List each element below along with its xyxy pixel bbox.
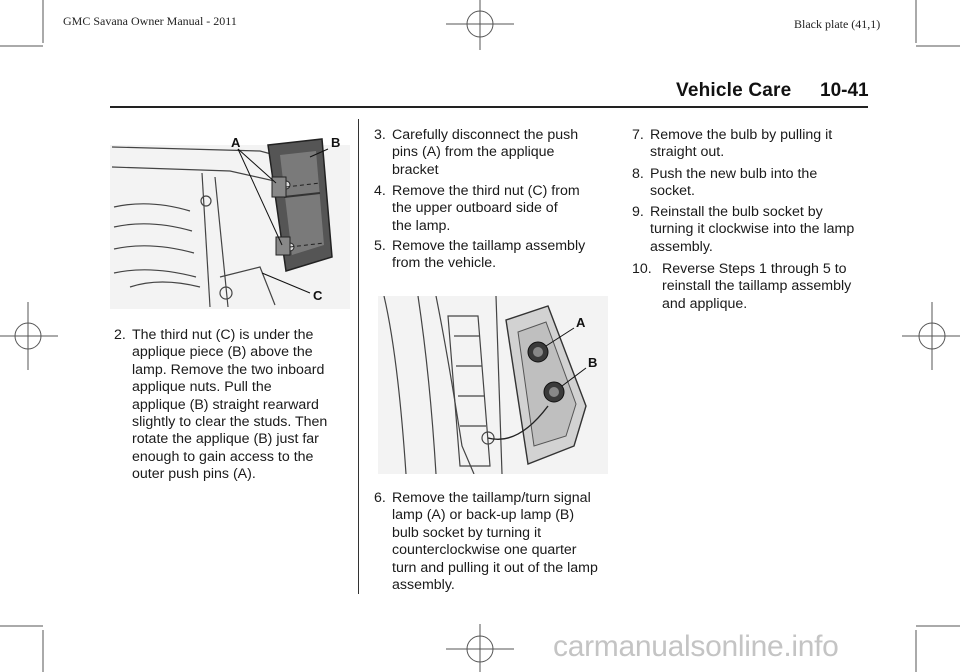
- step-line: Carefully disconnect the push: [392, 127, 579, 143]
- page-number: 10-41: [820, 80, 869, 101]
- step-line: turning it clockwise into the lamp: [650, 221, 855, 238]
- step-text: [632, 261, 872, 313]
- step-line: assembly.: [392, 577, 455, 594]
- step-line: the upper outboard side of: [392, 200, 558, 217]
- step-number: 3.: [374, 127, 386, 143]
- step-line: counterclockwise one quarter: [392, 542, 577, 559]
- step-line: Remove the taillamp assembly: [392, 238, 586, 254]
- step-number: 10.: [632, 261, 652, 277]
- step-line: Remove the taillamp/turn signal: [392, 490, 591, 506]
- step-number: 8.: [632, 166, 644, 182]
- callout-a: A: [231, 135, 241, 150]
- step-number: 2.: [114, 327, 126, 343]
- step-number: 4.: [374, 183, 386, 199]
- step-2: [114, 327, 350, 484]
- step-line: and applique.: [662, 295, 748, 312]
- step-5: [374, 238, 610, 273]
- step-line: outer push pins (A).: [132, 466, 256, 483]
- step-text: [374, 183, 610, 235]
- step-line: applique (B) straight rearward: [132, 396, 319, 413]
- step-line: Push the new bulb into the: [650, 166, 818, 182]
- step-line: slightly to clear the studs. Then: [132, 414, 328, 431]
- column-divider: [358, 119, 359, 594]
- step-number: 7.: [632, 127, 644, 143]
- step-line: straight out.: [650, 144, 725, 161]
- step-line: bracket: [392, 161, 439, 178]
- taillamp-illustration: [378, 296, 608, 474]
- step-line: applique nuts. Pull the: [132, 379, 272, 396]
- step-line: reinstall the taillamp assembly: [662, 278, 852, 295]
- step-line: lamp (A) or back-up lamp (B): [392, 507, 575, 524]
- step-line: socket.: [650, 183, 695, 200]
- step-text: [632, 166, 872, 201]
- step-text: [374, 127, 610, 179]
- step-line: enough to gain access to the: [132, 448, 314, 465]
- step-3: [374, 127, 610, 179]
- step-text: [374, 238, 610, 273]
- step-line: bulb socket by turning it: [392, 524, 542, 541]
- watermark: carmanualsonline.info: [553, 630, 839, 663]
- callout-b: B: [588, 355, 598, 370]
- step-6: [374, 490, 614, 594]
- step-text: [632, 204, 872, 256]
- step-line: Reverse Steps 1 through 5 to: [662, 261, 847, 277]
- step-number: 5.: [374, 238, 386, 254]
- step-text: [632, 127, 872, 162]
- step-10: [632, 261, 872, 313]
- step-line: pins (A) from the applique: [392, 144, 555, 161]
- step-8: [632, 166, 872, 201]
- step-line: rotate the applique (B) just far: [132, 431, 319, 448]
- step-line: the lamp.: [392, 217, 451, 234]
- step-9: [632, 204, 872, 256]
- step-line: assembly.: [650, 238, 713, 255]
- step-number: 6.: [374, 490, 386, 506]
- step-line: lamp. Remove the two inboard: [132, 361, 325, 378]
- step-line: Remove the bulb by pulling it: [650, 127, 833, 143]
- step-line: turn and pulling it out of the lamp: [392, 559, 598, 576]
- step-number: 9.: [632, 204, 644, 220]
- callout-c: C: [313, 288, 323, 303]
- callout-b: B: [331, 135, 341, 150]
- step-text: [114, 327, 350, 484]
- callout-a: A: [576, 315, 586, 330]
- step-line: from the vehicle.: [392, 255, 497, 272]
- applique-illustration: [110, 127, 350, 309]
- step-7: [632, 127, 872, 162]
- header-plate-label: Black plate (41,1): [794, 17, 881, 31]
- section-title: Vehicle Care: [676, 80, 792, 101]
- step-line: Remove the third nut (C) from: [392, 183, 580, 199]
- step-line: Reinstall the bulb socket by: [650, 204, 823, 220]
- step-line: applique piece (B) above the: [132, 344, 313, 361]
- header-rule: [110, 106, 868, 108]
- step-4: [374, 183, 610, 235]
- step-text: [374, 490, 614, 594]
- step-line: The third nut (C) is under the: [132, 327, 314, 343]
- header-doc-title: GMC Savana Owner Manual - 2011: [63, 14, 237, 28]
